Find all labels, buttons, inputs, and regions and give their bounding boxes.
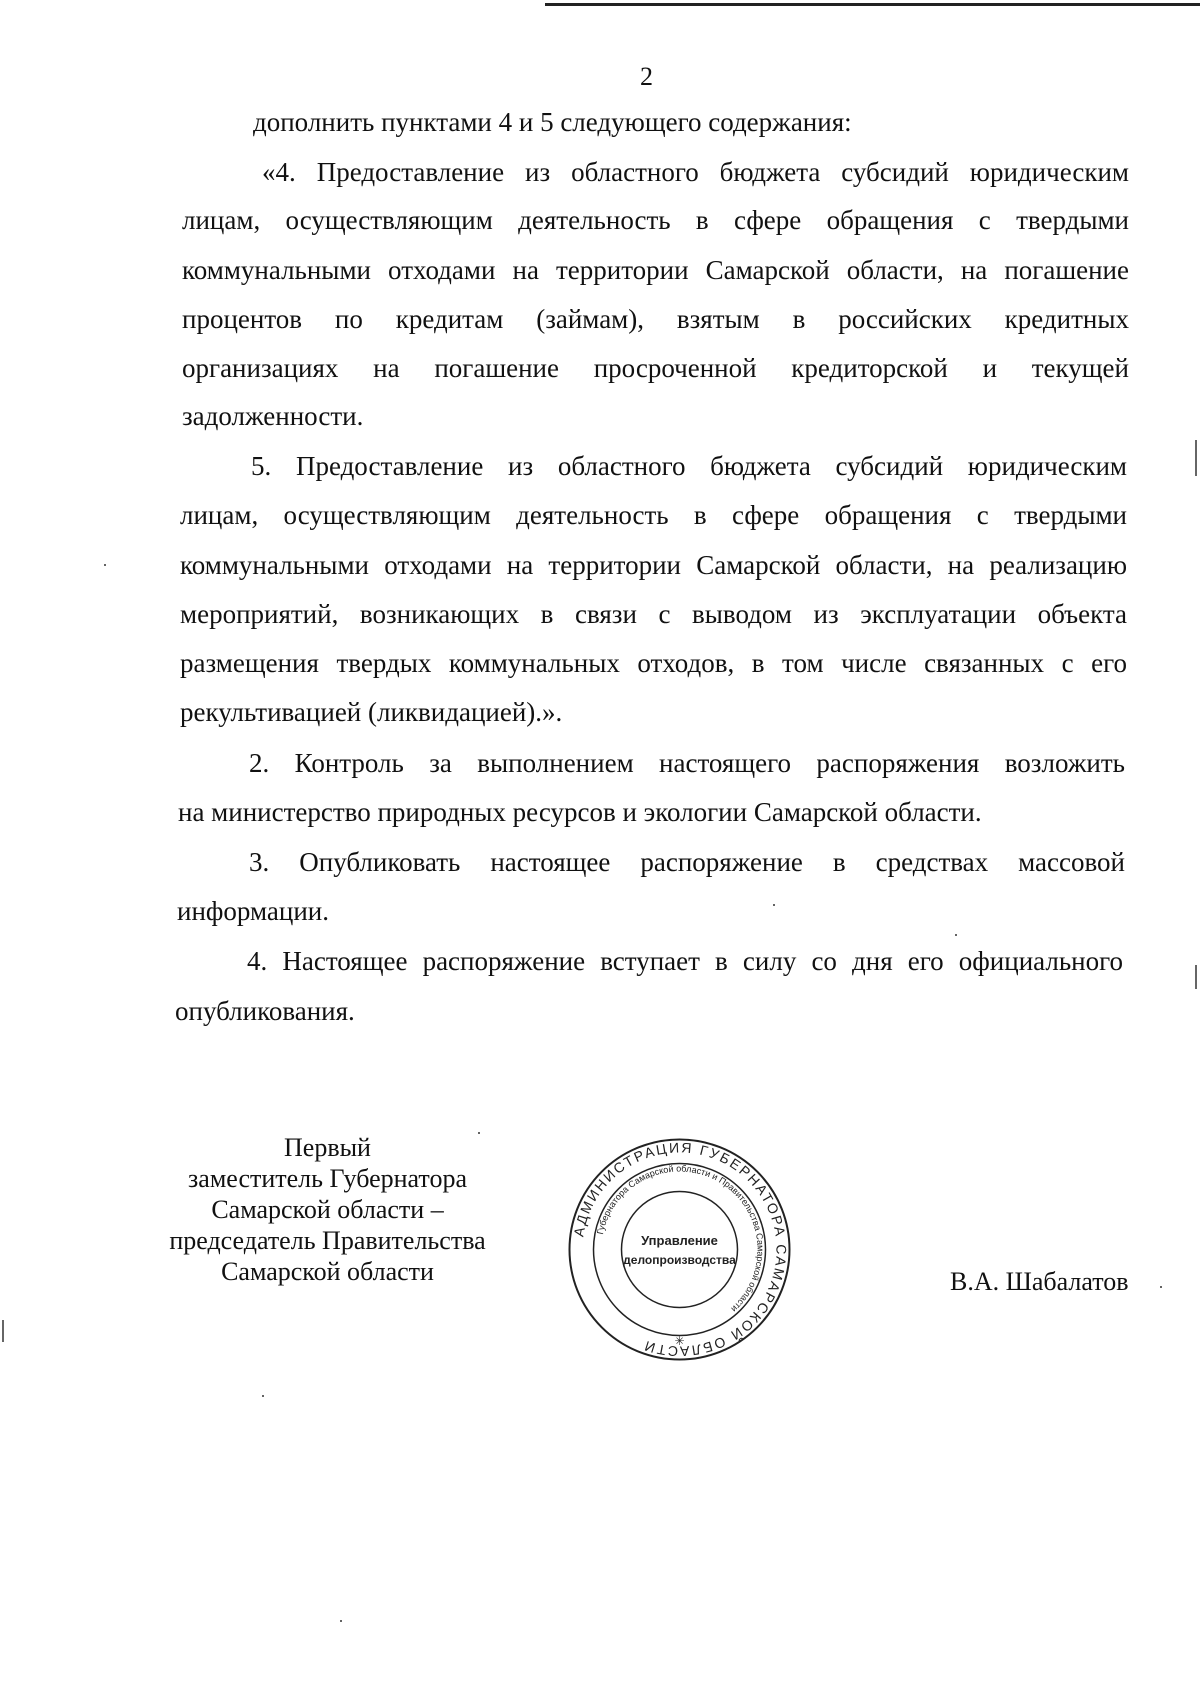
text-line: 4. Настоящее распоряжение вступает в силу со дня его официального xyxy=(247,946,1123,976)
stamp-center-line-2: делопроизводства xyxy=(623,1253,736,1267)
text-line: лицам, осуществляющим деятельность в сфере обращения с твердыми xyxy=(182,205,1129,235)
official-stamp xyxy=(567,1137,792,1362)
text-line: задолженности. xyxy=(182,401,364,431)
scan-speck xyxy=(104,564,106,566)
text-line: «4. Предоставление из областного бюджета субсидий юридическим xyxy=(262,157,1129,187)
text-line: рекультивацией (ликвидацией).». xyxy=(180,697,563,727)
signatory-position xyxy=(150,1132,505,1287)
text-line: лицам, осуществляющим деятельность в сфере обращения с твердыми xyxy=(180,500,1127,530)
text-line: 3. Опубликовать настоящее распоряжение в средствах массовой xyxy=(249,847,1125,877)
text-line: мероприятий, возникающих в связи с выводом из эксплуатации объекта xyxy=(180,599,1127,629)
text-line: коммунальными отходами на территории Самарской области, на реализацию xyxy=(180,550,1127,580)
signatory-position-line: председатель Правительства xyxy=(169,1226,486,1255)
text-line: опубликования. xyxy=(175,996,355,1026)
text-line: информации. xyxy=(177,896,329,926)
scan-edge-mark xyxy=(2,1320,4,1342)
text-line: 5. Предоставление из областного бюджета субсидий юридическим xyxy=(251,451,1127,481)
scan-edge-mark xyxy=(1195,440,1197,476)
stamp-center-line-1: Управление xyxy=(641,1233,718,1248)
scan-edge-mark xyxy=(1195,965,1197,989)
text-line: дополнить пунктами 4 и 5 следующего содержания: xyxy=(253,107,852,137)
scan-speck xyxy=(262,1395,264,1397)
signatory-position-line: заместитель Губернатора xyxy=(188,1164,467,1193)
scan-speck xyxy=(773,904,775,906)
scan-speck xyxy=(340,1620,342,1622)
top-edge-rule xyxy=(545,3,1200,6)
page-number: 2 xyxy=(640,62,653,91)
text-line: коммунальными отходами на территории Самарской области, на погашение xyxy=(182,255,1129,285)
stamp-inner-text: Губернатора Самарской области и Правительства Самарской области xyxy=(595,1163,766,1315)
text-line: на министерство природных ресурсов и экологии Самарской области. xyxy=(178,797,982,827)
signatory-position-line: Самарской области – xyxy=(211,1195,444,1224)
scan-speck xyxy=(955,934,957,936)
stamp-star-icon: ✳ xyxy=(674,1334,685,1348)
scan-speck xyxy=(478,1132,480,1134)
stamp-outer-text: АДМИНИСТРАЦИЯ ГУБЕРНАТОРА САМАРСКОЙ ОБЛАСТИ xyxy=(570,1139,790,1360)
text-line: 2. Контроль за выполнением настоящего распоряжения возложить xyxy=(249,748,1125,778)
text-line: процентов по кредитам (займам), взятым в российских кредитных xyxy=(182,304,1129,334)
stamp-inner-ring xyxy=(622,1192,738,1308)
text-line: размещения твердых коммунальных отходов, в том числе связанных с его xyxy=(180,648,1127,678)
signatory-name: В.А. Шабалатов xyxy=(950,1267,1129,1296)
scan-speck xyxy=(1160,1286,1162,1288)
text-line: организациях на погашение просроченной кредиторской и текущей xyxy=(182,353,1129,383)
signatory-position-line: Самарской области xyxy=(221,1257,434,1286)
signatory-position-line: Первый xyxy=(284,1133,371,1162)
